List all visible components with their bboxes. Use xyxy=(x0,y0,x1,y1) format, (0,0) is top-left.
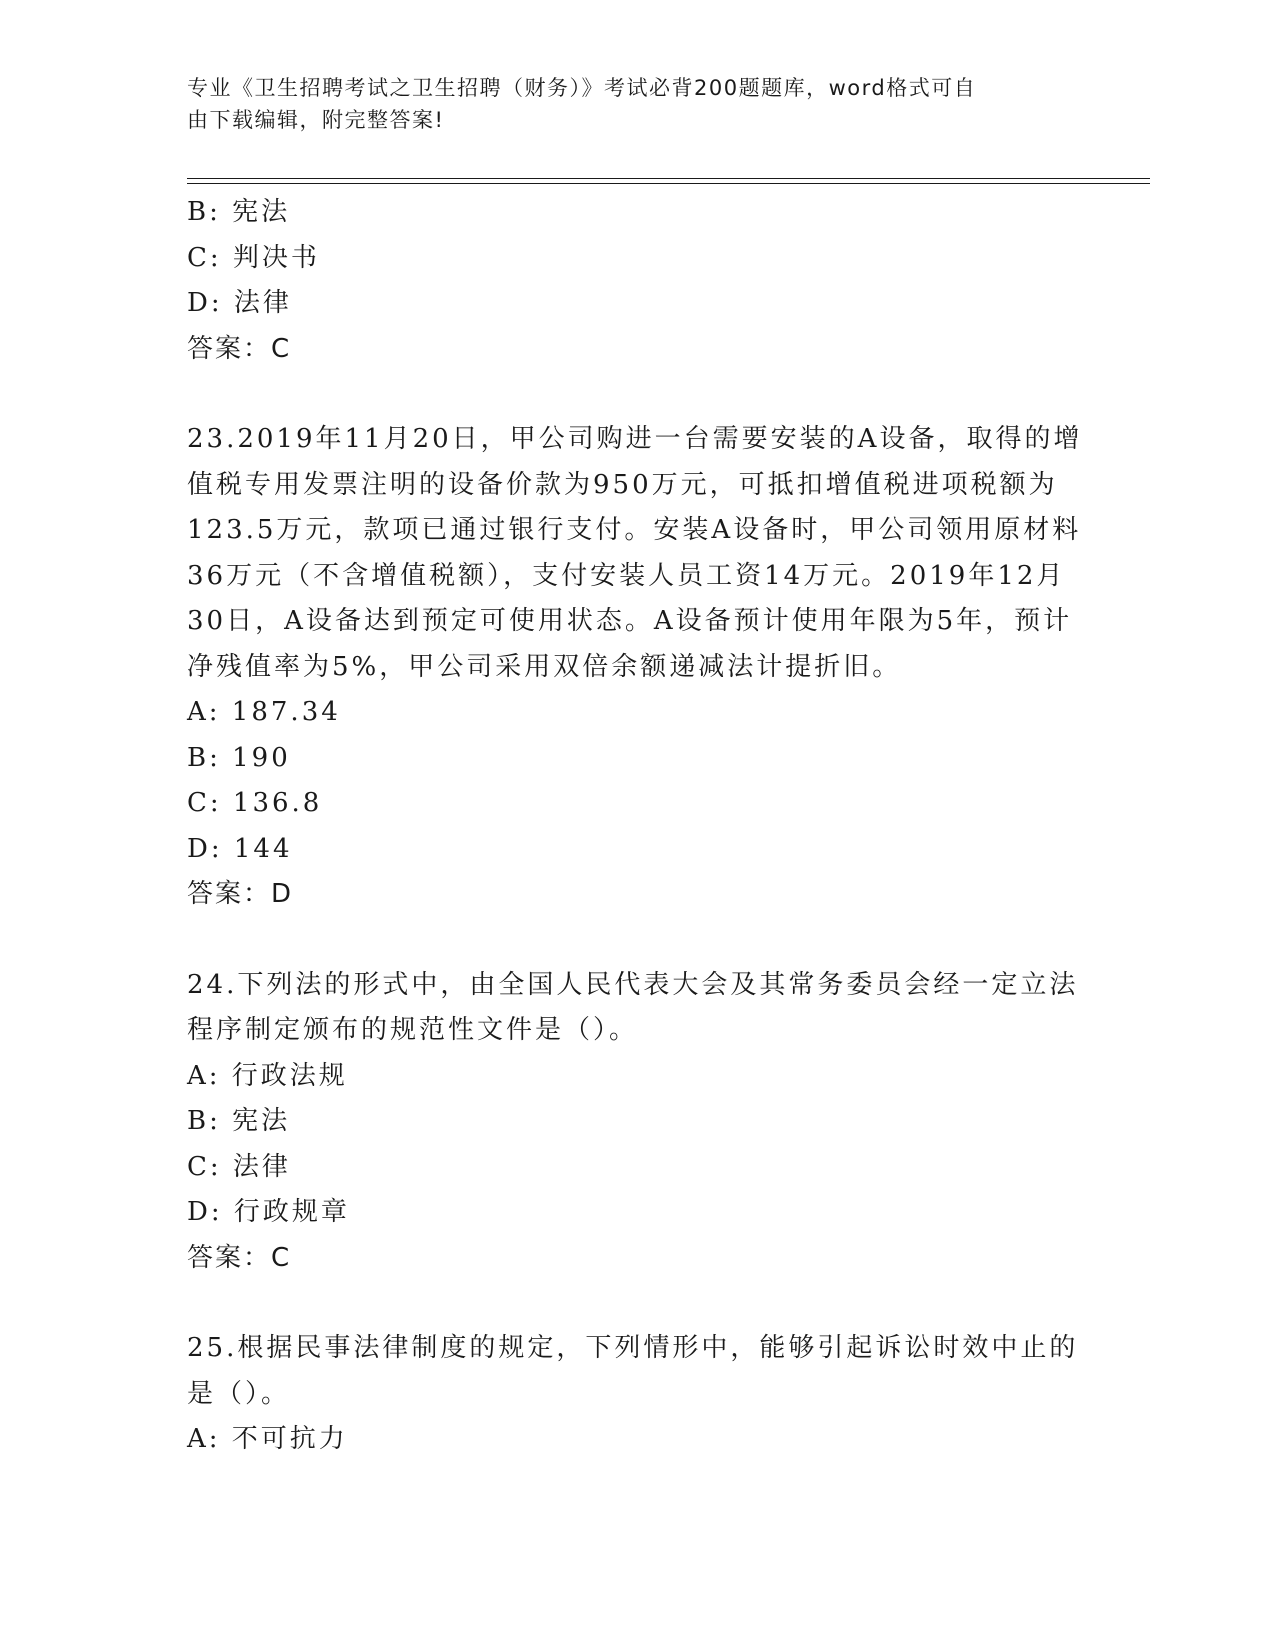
question-stem-line: 净残值率为5%，甲公司采用双倍余额递减法计提折旧。 xyxy=(187,651,902,682)
spacer xyxy=(187,1281,1087,1326)
spacer xyxy=(187,372,1087,417)
option-b: B: 宪法 xyxy=(187,197,291,227)
question-stem-line: 23.2019年11月20日，甲公司购进一台需要安装的A设备，取得的增 xyxy=(187,424,1083,454)
spacer xyxy=(187,918,1087,963)
question-stem-line: 值税专用发票注明的设备价款为950万元，可抵扣增值税进项税额为 xyxy=(187,469,1058,500)
question-23 xyxy=(187,417,1087,918)
document-body xyxy=(187,190,1087,1463)
option-a: A: 不可抗力 xyxy=(187,1424,348,1454)
option-d: D: 法律 xyxy=(187,288,292,318)
question-stem-line: 程序制定颁布的规范性文件是（）。 xyxy=(187,1015,639,1045)
option-c: C: 法律 xyxy=(187,1151,291,1182)
answer-line: 答案：C xyxy=(187,333,292,364)
question-stem-line: 是（）。 xyxy=(187,1378,291,1409)
header-divider-top xyxy=(187,178,1150,179)
option-c: C: 判决书 xyxy=(187,242,320,273)
option-a: A: 行政法规 xyxy=(187,1060,348,1091)
option-d: D: 144 xyxy=(187,833,293,864)
option-b: B: 190 xyxy=(187,742,291,773)
question-25 xyxy=(187,1326,1087,1463)
question-stem-line: 123.5万元，款项已通过银行支付。安装A设备时，甲公司领用原材料 xyxy=(187,515,1082,545)
answer-line: 答案：D xyxy=(187,879,294,909)
answer-line: 答案：C xyxy=(187,1242,292,1273)
option-a: A: 187.34 xyxy=(187,697,341,727)
question-stem-line: 25.根据民事法律制度的规定，下列情形中，能够引起诉讼时效中止的 xyxy=(187,1333,1079,1363)
option-d: D: 行政规章 xyxy=(187,1197,350,1227)
header-divider-bottom xyxy=(187,183,1150,184)
question-stem-line: 30日，A设备达到预定可使用状态。A设备预计使用年限为5年，预计 xyxy=(187,606,1073,636)
question-22-tail xyxy=(187,190,1087,372)
header-line-1: 专业《卫生招聘考试之卫生招聘（财务）》考试必背200题题库，word格式可自 xyxy=(187,76,977,100)
option-c: C: 136.8 xyxy=(187,788,323,818)
document-header xyxy=(187,72,1067,136)
option-b: B: 宪法 xyxy=(187,1106,291,1136)
question-stem-line: 24.下列法的形式中，由全国人民代表大会及其常务委员会经一定立法 xyxy=(187,969,1079,1000)
header-line-2: 由下载编辑，附完整答案! xyxy=(187,108,445,132)
question-24 xyxy=(187,963,1087,1282)
question-stem-line: 36万元（不含增值税额），支付安装人员工资14万元。2019年12月 xyxy=(187,560,1066,591)
